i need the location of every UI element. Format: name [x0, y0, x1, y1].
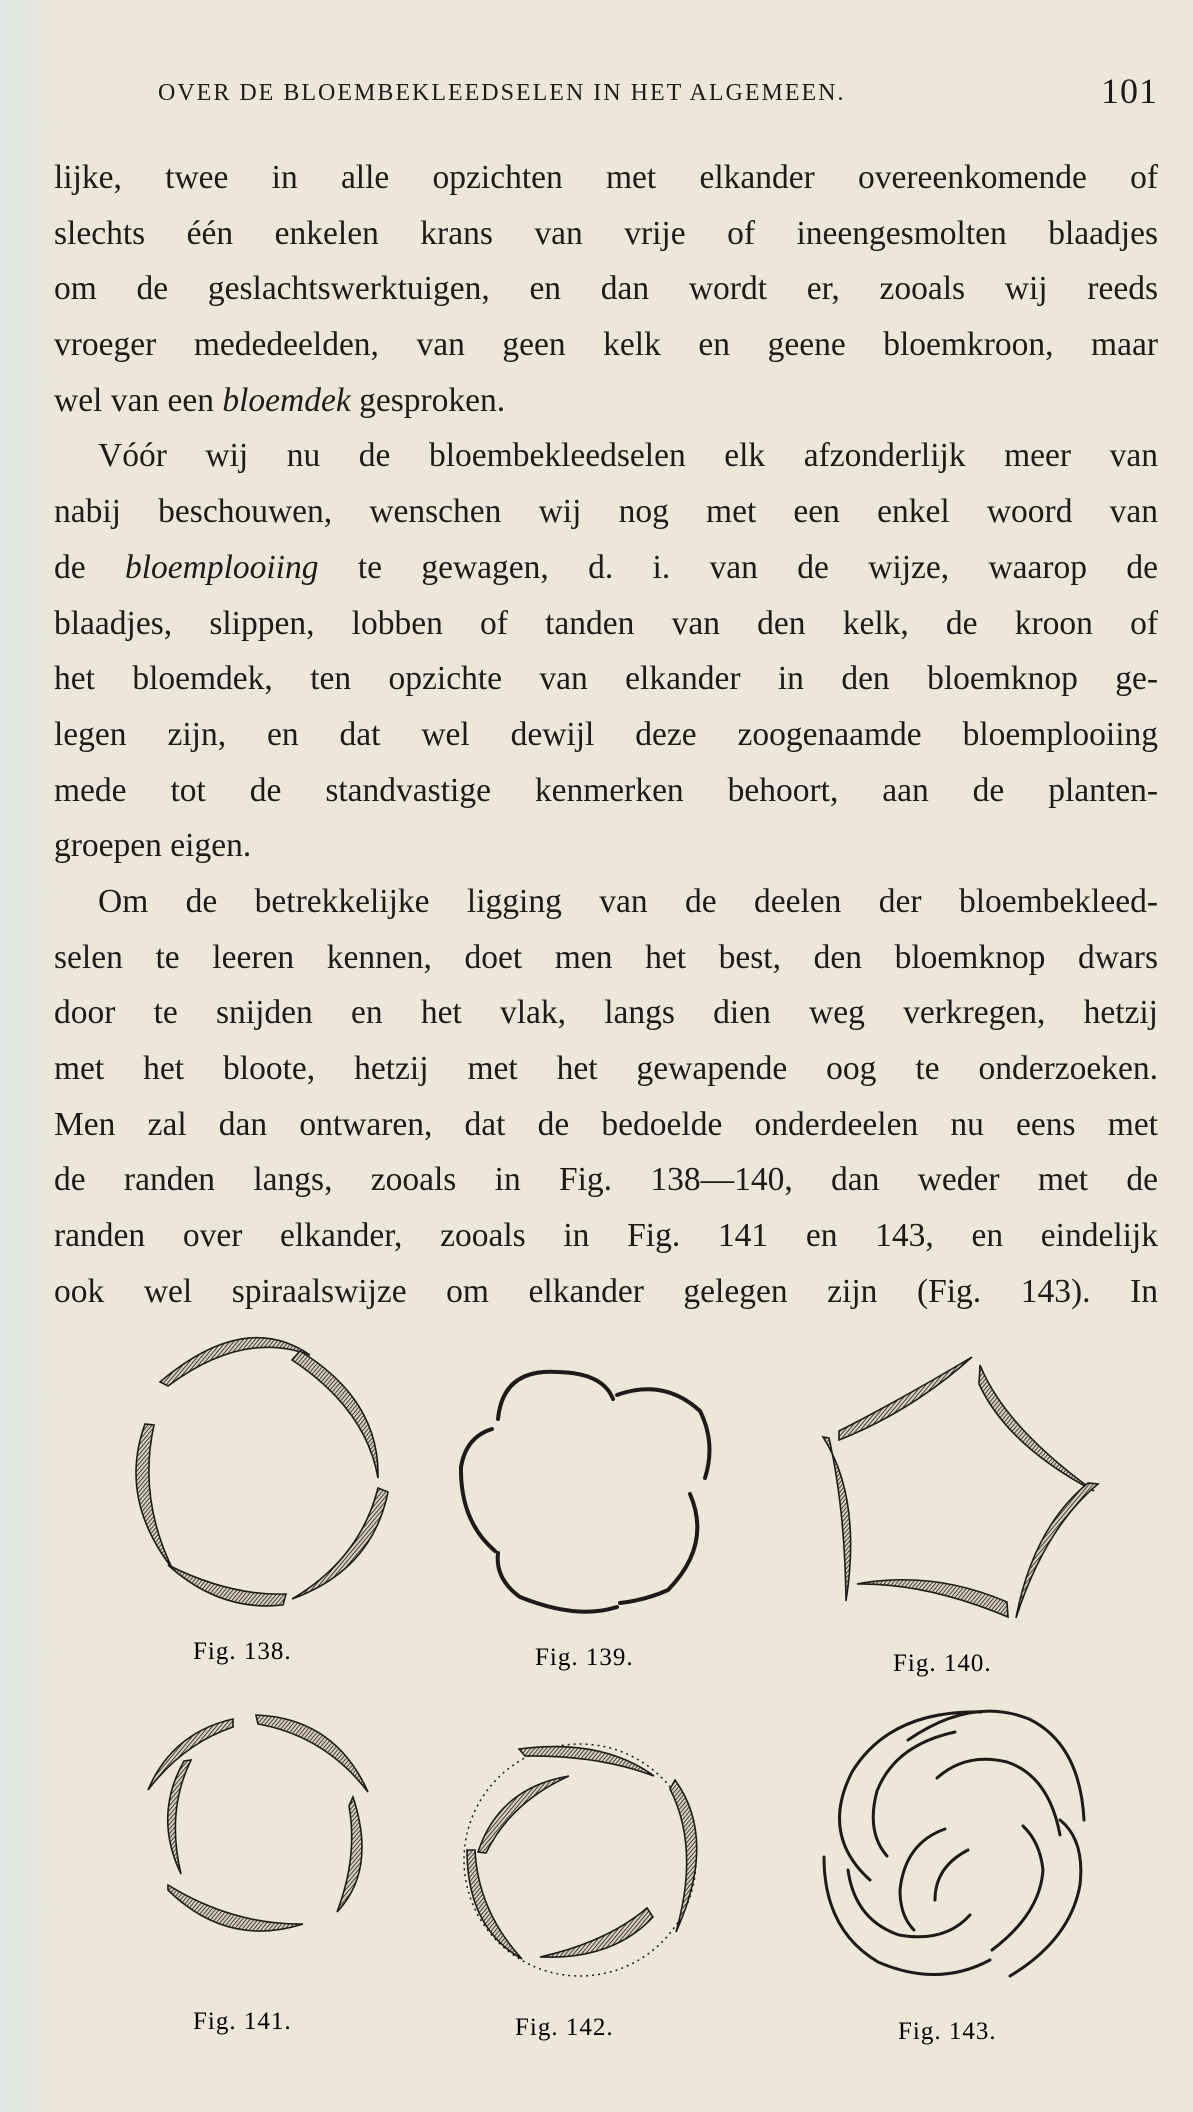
figure-caption-141: Fig. 141.: [193, 2008, 292, 2035]
text-line: selen te leeren kennen, doet men het best, den bloemknop dwars: [54, 938, 1158, 976]
emphasis-term: bloemplooiing: [124, 548, 319, 586]
text-line: om de geslachtswerktuigen, en dan wordt er, zooals wij reeds: [54, 270, 1158, 308]
figure-138-diagram: [136, 1338, 388, 1606]
figure-139-diagram: [461, 1372, 710, 1612]
text-run: te gewagen, d. i. van de wijze, waarop de: [318, 548, 1158, 586]
text-line: ook wel spiraalswijze om elkander gelegen zijn (Fig. 143). In: [54, 1272, 1158, 1310]
text-line: mede tot de standvastige kenmerken behoort, aan de planten-: [54, 771, 1158, 809]
text-line: het bloemdek, ten opzichte van elkander in den bloemknop ge-: [54, 660, 1158, 698]
text-run: wel van een: [54, 381, 223, 419]
text-run: gesproken.: [350, 381, 506, 419]
text-line: blaadjes, slippen, lobben of tanden van den kelk, de kroon of: [54, 604, 1158, 642]
figure-caption-139: Fig. 139.: [535, 1644, 634, 1671]
text-line: de randen langs, zooals in Fig. 138—140, dan weder met de: [54, 1161, 1158, 1199]
page-number: 101: [1101, 71, 1158, 111]
emphasis-term: bloemdek: [222, 381, 351, 419]
text-line: Om de betrekkelijke ligging van de deelen der bloembekleed-: [98, 882, 1158, 920]
text-line: vroeger mededeelden, van geen kelk en geene bloemkroon, maar: [54, 326, 1158, 364]
text-line: [54, 373, 1158, 429]
text-line: door te snijden en het vlak, langs dien weg verkregen, hetzij: [54, 994, 1158, 1032]
text-run: de: [54, 548, 125, 586]
text-line: legen zijn, en dat wel dewijl deze zoogenaamde bloemplooiing: [54, 715, 1158, 753]
figure-caption-140: Fig. 140.: [893, 1650, 992, 1677]
text-line: nabij beschouwen, wenschen wij nog met een enkel woord van: [54, 493, 1158, 531]
figure-143-diagram: [824, 1711, 1084, 1976]
text-line: Vóór wij nu de bloembekleedselen elk afzonderlijk meer van: [98, 437, 1158, 475]
figure-142-diagram: [464, 1744, 697, 1976]
text-line: Men zal dan ontwaren, dat de bedoelde onderdeelen nu eens met: [54, 1105, 1158, 1143]
text-line: lijke, twee in alle opzichten met elkander overeenkomende of: [54, 159, 1158, 196]
figure-caption-138: Fig. 138.: [193, 1638, 292, 1665]
figure-140-diagram: [823, 1357, 1098, 1618]
figure-caption-143: Fig. 143.: [898, 2018, 997, 2045]
figure-141-diagram: [148, 1715, 368, 1931]
text-line: [54, 540, 1158, 596]
running-head: [150, 70, 1158, 110]
text-line: groepen eigen.: [54, 827, 252, 865]
figure-caption-142: Fig. 142.: [515, 2014, 614, 2041]
page-edge-shadow: [0, 0, 58, 2112]
text-line: randen over elkander, zooals in Fig. 141 en 143, en eindelijk: [54, 1217, 1158, 1255]
body-text: [54, 150, 1158, 1319]
running-head-title: OVER DE BLOEMBEKLEEDSELEN IN HET ALGEMEEN.: [158, 80, 846, 106]
text-line: slechts één enkelen krans van vrije of ineengesmolten blaadjes: [54, 214, 1158, 252]
text-line: met het bloote, hetzij met het gewapende oog te onderzoeken.: [54, 1050, 1158, 1087]
